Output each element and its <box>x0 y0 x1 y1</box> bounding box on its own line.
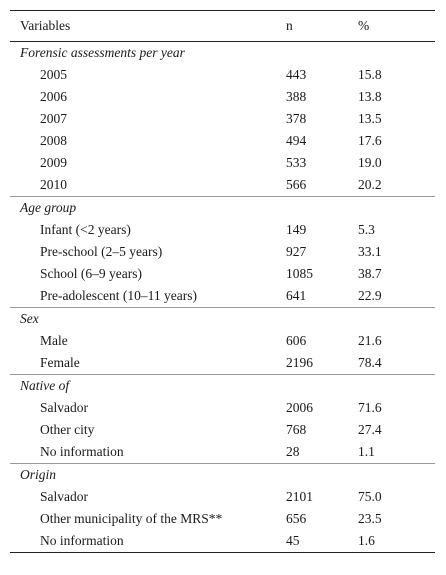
row-percent: 27.4 <box>358 422 382 437</box>
row-percent: 75.0 <box>358 489 382 504</box>
row-count: 2101 <box>286 489 313 504</box>
row-count: 388 <box>286 89 307 104</box>
table-row <box>10 241 435 263</box>
table-row <box>10 330 435 352</box>
group-row-age-group <box>10 197 435 220</box>
row-label: No information <box>10 530 286 553</box>
row-label: 2007 <box>40 111 67 126</box>
row-label: 2010 <box>40 177 67 192</box>
row-label: Male <box>40 333 68 348</box>
row-count: 494 <box>286 133 307 148</box>
header-n: n <box>286 18 293 33</box>
row-count: 2196 <box>286 355 313 370</box>
row-percent: 20.2 <box>358 177 382 192</box>
row-percent: 15.8 <box>358 67 382 82</box>
table-header <box>10 11 435 42</box>
row-percent: 13.5 <box>358 111 382 126</box>
table-row <box>10 108 435 130</box>
table-row <box>10 508 435 530</box>
table-row <box>10 419 435 441</box>
table-row <box>10 285 435 308</box>
row-percent: 33.1 <box>358 244 382 259</box>
variables-table <box>10 10 435 553</box>
table-row <box>10 263 435 285</box>
table-row <box>10 219 435 241</box>
group-row-native-of <box>10 375 435 398</box>
table-row <box>10 152 435 174</box>
row-count: 149 <box>286 222 307 237</box>
row-count: 606 <box>286 333 307 348</box>
row-count: 768 <box>286 422 307 437</box>
row-percent: 5.3 <box>358 222 375 237</box>
row-count: 566 <box>286 177 307 192</box>
group-row-forensic-assessments-per-year <box>10 42 435 65</box>
row-percent: 71.6 <box>358 400 382 415</box>
row-label: 2008 <box>40 133 67 148</box>
header-variables: Variables <box>20 18 71 33</box>
group-row-sex <box>10 308 435 331</box>
row-count: 927 <box>286 244 307 259</box>
row-percent: 21.6 <box>358 333 382 348</box>
row-label: Infant (<2 years) <box>40 222 131 237</box>
row-percent: 22.9 <box>358 288 382 303</box>
table-row <box>10 441 435 464</box>
row-label: No information <box>40 444 124 459</box>
group-title: Native of <box>10 375 435 398</box>
row-label: Salvador <box>40 400 88 415</box>
table-body <box>10 42 435 553</box>
table-row <box>10 86 435 108</box>
group-title: Forensic assessments per year <box>20 45 185 60</box>
header-percent: % <box>358 18 370 33</box>
row-count: 28 <box>286 444 300 459</box>
row-label: Female <box>40 355 80 370</box>
table-row <box>10 174 435 197</box>
row-count: 656 <box>286 511 307 526</box>
table-row <box>10 130 435 152</box>
row-label: Pre-adolescent (10–11 years) <box>40 288 197 303</box>
row-label: Pre-school (2–5 years) <box>40 244 163 259</box>
group-title: Origin <box>10 464 435 487</box>
row-label: Salvador <box>40 489 88 504</box>
row-count: 641 <box>286 288 307 303</box>
table-row <box>10 397 435 419</box>
row-percent: 1.6 <box>358 530 435 553</box>
row-label: School (6–9 years) <box>40 266 142 281</box>
table-row <box>10 530 435 553</box>
row-label: 2005 <box>40 67 67 82</box>
row-percent: 38.7 <box>358 266 382 281</box>
table-row <box>10 486 435 508</box>
group-row-origin <box>10 464 435 487</box>
table-row <box>10 352 435 375</box>
row-percent: 23.5 <box>358 511 382 526</box>
row-label: 2006 <box>40 89 67 104</box>
row-count: 443 <box>286 67 307 82</box>
group-title: Age group <box>10 197 435 220</box>
row-percent: 1.1 <box>358 444 375 459</box>
row-label: 2009 <box>40 155 67 170</box>
row-label: Other municipality of the MRS** <box>40 511 223 526</box>
row-count: 45 <box>286 530 358 553</box>
row-percent: 78.4 <box>358 355 382 370</box>
row-count: 533 <box>286 155 307 170</box>
row-count: 1085 <box>286 266 313 281</box>
row-label: Other city <box>40 422 95 437</box>
table-row <box>10 64 435 86</box>
row-count: 2006 <box>286 400 313 415</box>
row-percent: 13.8 <box>358 89 382 104</box>
header-row <box>10 11 435 42</box>
row-count: 378 <box>286 111 307 126</box>
data-table-container <box>10 10 435 553</box>
group-title: Sex <box>10 308 435 331</box>
row-percent: 19.0 <box>358 155 382 170</box>
row-percent: 17.6 <box>358 133 382 148</box>
